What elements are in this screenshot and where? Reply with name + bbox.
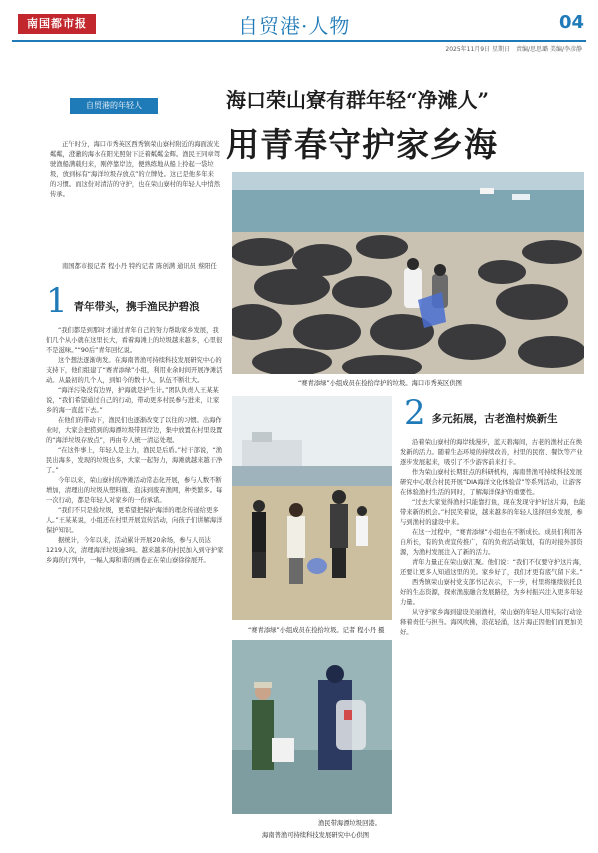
caption-top-photo: “赛青添绿”小组成员在捡拾岸护的垃圾。海口市秀英区供图 (298, 380, 462, 387)
section2-title: 多元拓展，古老渔村焕新生 (431, 413, 558, 425)
paragraph: “我们不只是捡垃圾，更希望把保护海洋的理念传递给更多人。”王某某说，小组还在村里开展宣传活动，向孩子们讲解海洋保护知识。 (46, 507, 223, 534)
photo-volunteers (232, 396, 392, 620)
caption-bottom-photo-2: 海南普渔可持续科技发展研究中心供图 (262, 832, 370, 839)
section1-title: 青年带头，携手渔民护碧浪 (73, 301, 200, 313)
photo-rocky-shore (232, 172, 584, 374)
section1-body (46, 326, 224, 566)
masthead (12, 6, 586, 52)
photo-fishermen (232, 640, 392, 814)
paragraph: 沿着荣山寮村的海岸线漫步，蓝天碧海间，古老的渔村正在焕发新的活力。随着生态环境的持续改善，村里的民宿、餐饮等产业逐步发展起来，吸引了不少游客前来打卡。 (400, 439, 583, 466)
column-tag: 自贸港的年轻人 (70, 98, 158, 114)
dateline: 2025年11月9日 星期日 责编/思思璐 美编/李彦静 (445, 46, 582, 53)
caption-bottom-photo-1: 渔民带海漂垃圾回港。 (318, 820, 381, 827)
paragraph: 据统计，今年以来，活动累计开展20余场，参与人员达1219人次，清理海洋垃圾逾3吨。越来越多的村民加入到守护家乡海的行列中，一幅人海和谐的画卷正在荣山寮徐徐展开。 (46, 537, 224, 564)
paragraph: 在这一过程中，“赛青添绿”小组也在不断成长。成员们利用各自所长，有的负责宣传推广，有的负责活动策划，有的对接外部资源，为渔村发展注入了新的活力。 (400, 529, 583, 556)
reporter-byline: 南国都市报记者 程小丹 特约记者 陈创满 通讯员 蔡阳任 (62, 263, 217, 270)
headline-title: 用青春守护家乡海 (226, 125, 498, 164)
section-title: 自贸港·人物 (238, 14, 351, 38)
paragraph: 从守护家乡海到建设美丽渔村，荣山寮的年轻人用实际行动诠释着责任与担当。海风吹拂，浪花轻涌，这片海正因他们而更加美好。 (400, 609, 583, 636)
paragraph: “过去大家觉得渔村只能靠打鱼，现在发现守护好这片海，也能带来新的机会。”村民笑着说，越来越多的年轻人选择回乡发展，参与到渔村的建设中来。 (400, 499, 586, 526)
section1-number: 1 (46, 281, 68, 321)
newspaper-logo: 南国都市报 (18, 14, 96, 34)
paragraph: 西秀镇荣山寮村党支部书记表示，下一步，村里将继续依托良好的生态资源，探索渔旅融合发展路径，为乡村振兴注入更多年轻力量。 (400, 579, 583, 606)
paragraph: 今年以来，荣山寮村的净滩活动常态化开展，参与人数不断增加，清理出的垃圾从塑料瓶、泡沫到废弃渔网，种类繁多。每一次行动，都是年轻人对家乡的一份承诺。 (46, 477, 223, 504)
headline-area (226, 84, 586, 166)
section1-heading (46, 281, 200, 321)
paragraph: “海洋污染没有边界，护海就是护生计。”团队负责人王某某说，“我们希望通过自己的行动，带动更多村民参与进来，让家乡的海一直蓝下去。” (46, 387, 220, 414)
caption-middle-photo: “赛青添绿”小组成员在捡拾垃圾。记者 程小丹 摄 (248, 627, 385, 634)
paragraph: 这个想法逐渐萌发。在海南普渔可持续科技发展研究中心的支持下，他们组建了“赛青添绿”小组，利用业余时间开展净滩活动。从最初的几个人，到如今的数十人，队伍不断壮大。 (46, 357, 223, 384)
paragraph: “我们都是到那时才通过青年自己的努力帮助家乡发展，我们几个从小就在这里长大，看着海滩上的垃圾越来越多，心里很不是滋味。”“90后”青年回忆说。 (46, 327, 223, 354)
paragraph: “在这件事上，年轻人是主力，渔民是后盾。”村干部说，“渔民出海多，发现的垃圾也多，大家一起努力，海滩就越来越干净了。” (46, 447, 223, 474)
intro-paragraph: 正午时分，海口市秀英区西秀镇荣山寮村附近的海面波光粼粼，澄澈的海水在阳光照射下泛着粼粼金辉。渔民王同章驾驶渔船满载归来，刚停靠岸边，便熟练地从船上拎起一袋垃圾，放到标有“海洋垃圾存放点”的立牌处。这已是他多年来的习惯。而这份对清洁的守护，也在荣山寮村的年轻人中悄然传承。 (50, 141, 221, 198)
header-rule (12, 40, 586, 42)
headline-kicker: 海口荣山寮有群年轻“净滩人” (226, 88, 490, 112)
paragraph: 在他们的带动下，渔民们也逐渐改变了以往的习惯。出海作业时，大家会把捞到的海漂垃圾带回岸边，集中放置在村里设置的“海洋垃圾存放点”，再由专人统一清运处理。 (46, 417, 223, 444)
paragraph: 青年力量正在荣山寮汇聚。他们说：“我们不仅要守护这片海，还要让更多人知道这里的美。家乡好了，我们才更有底气留下来。” (400, 559, 586, 576)
page-number: 04 (558, 12, 584, 33)
paragraph: 作为荣山寮村长期驻点的科研机构，海南普渔可持续科技发展研究中心联合村民开展“DIA海洋文化体验营”等系列活动，让游客在体验渔村生活的同时，了解海洋保护的重要性。 (400, 469, 583, 496)
section2-number: 2 (404, 393, 426, 433)
section2-body (400, 438, 586, 638)
section2-heading (404, 393, 558, 433)
